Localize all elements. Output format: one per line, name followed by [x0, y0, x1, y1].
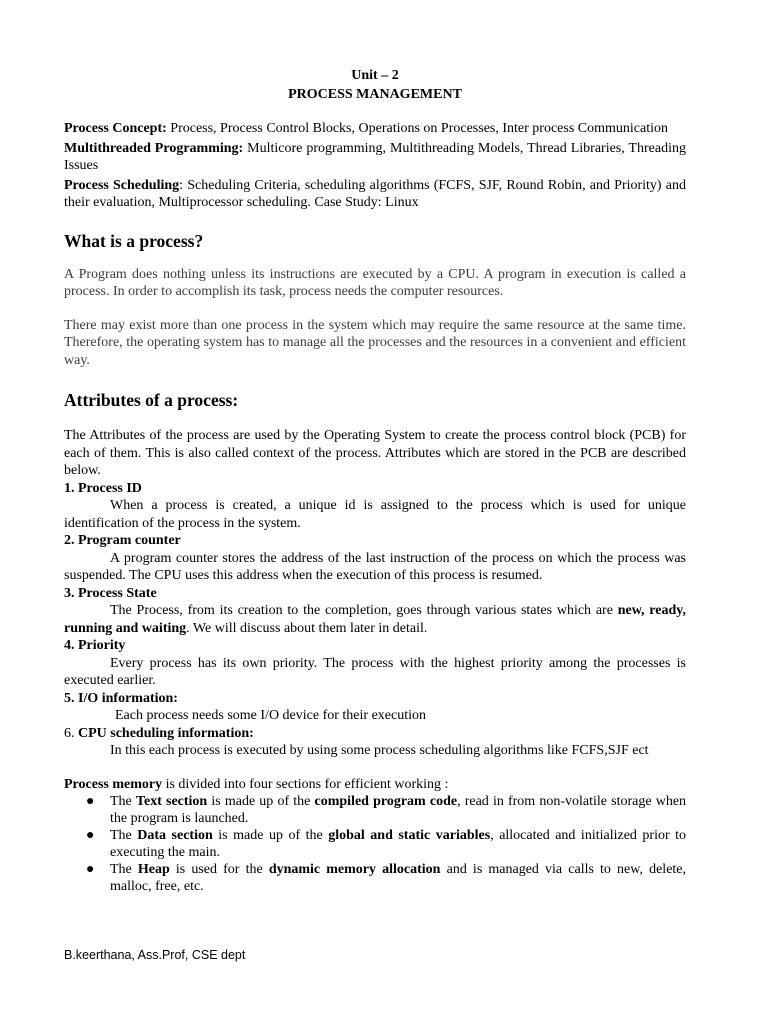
- list-item-heap: ● The Heap is used for the dynamic memory allocation and is managed via calls to new, delete, malloc, free, etc.: [86, 862, 687, 894]
- syllabus-process-concept: Process Concept: Process, Process Control Blocks, Operations on Processes, Inter process Communication: [64, 121, 668, 136]
- list-item-text-section: ● The Text section is made up of the compiled program code, read in from non-volatile storage when the program is launched.: [86, 794, 687, 826]
- page-footer: B.keerthana, Ass.Prof, CSE dept: [64, 948, 246, 962]
- memory-lead: Process memory is divided into four sections for efficient working :: [64, 776, 449, 792]
- attribute-desc-process-id: When a process is created, a unique id is assigned to the process which is used for unique identification of the process in the system.: [64, 498, 686, 531]
- attribute-title-process-id: 1. Process ID: [64, 480, 142, 496]
- unit-label: Unit – 2: [351, 68, 399, 83]
- memory-section-list: [64, 793, 686, 895]
- attribute-title-io-information: 5. I/O information:: [64, 690, 178, 706]
- page-title: PROCESS MANAGEMENT: [288, 87, 462, 102]
- list-item-data-section: ● The Data section is made up of the global and static variables, allocated and initialized prior to executing the main.: [86, 828, 687, 860]
- attribute-title-program-counter: 2. Program counter: [64, 533, 181, 548]
- attribute-desc-priority: Every process has its own priority. The process with the highest priority among the processes is executed earlier.: [64, 655, 686, 688]
- attribute-title-priority: 4. Priority: [64, 638, 126, 653]
- attributes-intro: The Attributes of the process are used by the Operating System to create the process control block (PCB) for each of them. This is also called context of the process. Attributes which are stored in the PCB are described below.: [64, 428, 686, 478]
- attribute-desc-program-counter: A program counter stores the address of the last instruction of the process on which the process was suspended. The CPU uses this address when the execution of this process is resumed.: [64, 550, 686, 583]
- what-paragraph-1: A Program does nothing unless its instructions are executed by a CPU. A program in execution is called a process. In order to accomplish its task, process needs the computer resources.: [64, 266, 686, 299]
- attribute-title-process-state: 3. Process State: [64, 585, 157, 601]
- what-paragraph-2: There may exist more than one process in the system which may require the same resource at the same time. Therefore, the operating system has to manage all the processes and the resources in a convenient and efficient way.: [64, 317, 686, 368]
- attribute-desc-cpu-scheduling: In this each process is executed by using some process scheduling algorithms like FCFS,SJF ect: [110, 743, 649, 758]
- syllabus-multithreaded: Multithreaded Programming: Multicore programming, Multithreading Models, Thread Libraries, Threading Issues: [64, 140, 686, 173]
- heading-what-is-process: What is a process?: [64, 230, 204, 251]
- syllabus-scheduling: Process Scheduling: Scheduling Criteria, scheduling algorithms (FCFS, SJF, Round Robin, and Priority) and their evaluation, Multiprocessor scheduling. Case Study: Linux: [64, 177, 686, 210]
- attribute-desc-process-state: The Process, from its creation to the completion, goes through various states which are new, ready, running and waiting. We will discuss about them later in detail.: [64, 603, 686, 636]
- attribute-desc-io-information: Each process needs some I/O device for their execution: [115, 708, 426, 723]
- attribute-title-cpu-scheduling: 6. CPU scheduling information:: [64, 725, 254, 741]
- heading-attributes: Attributes of a process:: [64, 390, 239, 410]
- document-page: [64, 66, 686, 895]
